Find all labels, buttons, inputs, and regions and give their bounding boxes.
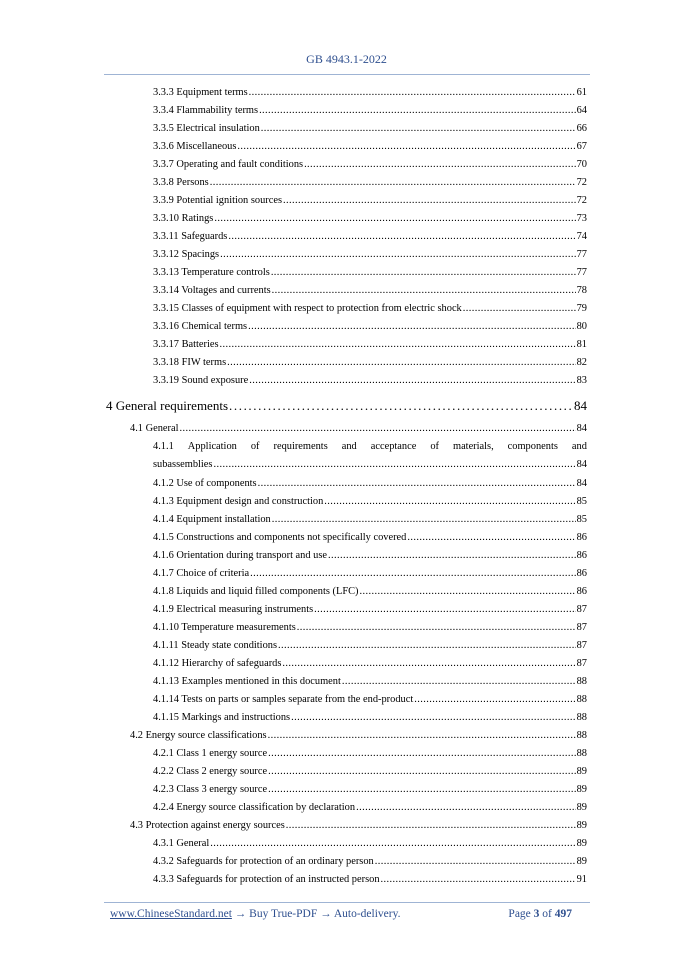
dot-leader <box>268 765 576 778</box>
toc-entry[interactable] <box>153 873 587 886</box>
toc-entry[interactable] <box>153 158 587 171</box>
toc-entry-page: 77 <box>576 267 587 278</box>
toc-entry-title: 4.1.4 Equipment installation <box>153 514 271 525</box>
toc-entry[interactable] <box>153 140 587 153</box>
dot-leader <box>283 194 576 207</box>
toc-entry-page: 73 <box>576 213 587 224</box>
dot-leader <box>229 398 573 414</box>
toc-entry-page: 87 <box>576 658 587 669</box>
toc-entry-page: 88 <box>576 694 587 705</box>
toc-entry[interactable] <box>153 212 587 225</box>
toc-entry-title: 3.3.19 Sound exposure <box>153 375 249 386</box>
dot-leader <box>220 338 576 351</box>
dot-leader <box>314 603 575 616</box>
toc-entry-page: 86 <box>576 532 587 543</box>
toc-entry-title-line1 <box>153 440 587 453</box>
toc-entry[interactable] <box>153 374 587 387</box>
dot-leader <box>271 266 576 279</box>
dot-leader <box>272 513 576 526</box>
toc-entry-title: 4.1.2 Use of components <box>153 478 257 489</box>
toc-entry-title: 4.3.1 General <box>153 838 210 849</box>
toc-entry-title: 4.1.7 Choice of criteria <box>153 568 250 579</box>
dot-leader <box>248 320 576 333</box>
dot-leader <box>272 284 576 297</box>
dot-leader <box>291 711 576 724</box>
dot-leader <box>228 230 575 243</box>
toc-entry-page: 84 <box>576 478 587 489</box>
dot-leader <box>210 837 575 850</box>
toc-entry-title: 4.1.9 Electrical measuring instruments <box>153 604 314 615</box>
toc-entry-title: 4.1 General <box>130 423 179 434</box>
toc-entry[interactable] <box>153 194 587 207</box>
toc-entry[interactable] <box>153 855 587 868</box>
dot-leader <box>381 873 576 886</box>
toc-entry-page: 86 <box>576 550 587 561</box>
toc-entry-title: 3.3.17 Batteries <box>153 339 219 350</box>
toc-entry-title: 3.3.3 Equipment terms <box>153 87 248 98</box>
toc-entry-page: 67 <box>576 141 587 152</box>
page-label: Page <box>508 908 531 920</box>
toc-entry-page: 72 <box>576 177 587 188</box>
toc-entry[interactable] <box>153 693 587 706</box>
toc-entry-word: of <box>250 441 260 452</box>
toc-entry[interactable] <box>153 639 587 652</box>
toc-entry-line2 <box>153 458 587 471</box>
toc-entry-page: 86 <box>576 568 587 579</box>
toc-entry-title: 3.3.16 Chemical terms <box>153 321 248 332</box>
toc-entry[interactable] <box>153 747 587 760</box>
dot-leader <box>213 458 575 471</box>
toc-entry[interactable] <box>153 495 587 508</box>
dot-leader <box>250 567 576 580</box>
dot-leader <box>268 783 576 796</box>
toc-entry-title: 4.1.15 Markings and instructions <box>153 712 291 723</box>
toc-entry-page: 84 <box>576 423 587 434</box>
toc-entry-title: 3.3.10 Ratings <box>153 213 214 224</box>
toc-entry-page: 72 <box>576 195 587 206</box>
dot-leader <box>249 86 576 99</box>
toc-entry-title: 4.2.2 Class 2 energy source <box>153 766 268 777</box>
dot-leader <box>407 531 575 544</box>
toc-entry[interactable] <box>153 266 587 279</box>
toc-entry-word: and <box>341 441 357 452</box>
dot-leader <box>286 819 576 832</box>
page-footer <box>110 908 590 920</box>
toc-entry-word: materials, <box>452 441 494 452</box>
toc-entry-word: 4.1.1 <box>153 441 174 452</box>
page-current: 3 <box>533 908 540 920</box>
toc-entry-page: 85 <box>576 496 587 507</box>
toc-entry-title: 4.1.5 Constructions and components not specifically covered <box>153 532 407 543</box>
dot-leader <box>414 693 575 706</box>
toc-entry-title: 4.1.6 Orientation during transport and use <box>153 550 328 561</box>
toc-entry[interactable] <box>153 567 587 580</box>
dot-leader <box>304 158 576 171</box>
promo-text: → Buy True-PDF → Auto-delivery. <box>234 908 401 920</box>
toc-entry-page: 77 <box>576 249 587 260</box>
toc-entry[interactable] <box>153 104 587 117</box>
toc-entry-title: subassemblies <box>153 459 213 470</box>
toc-entry-page: 85 <box>576 514 587 525</box>
toc-entry[interactable] <box>153 122 587 135</box>
toc-entry-title: 3.3.7 Operating and fault conditions <box>153 159 304 170</box>
toc-entry-title: 3.3.13 Temperature controls <box>153 267 270 278</box>
toc-entry-word: Application <box>187 441 237 452</box>
toc-entry[interactable] <box>153 338 587 351</box>
toc-entry-word: and <box>571 441 587 452</box>
toc-entry-page: 74 <box>576 231 587 242</box>
toc-entry-title: 4.2.1 Class 1 energy source <box>153 748 268 759</box>
page-total: 497 <box>554 908 572 920</box>
toc-entry-title: 4.2 Energy source classifications <box>130 730 267 741</box>
toc-entry-word: requirements <box>273 441 328 452</box>
toc-entry[interactable] <box>153 440 587 471</box>
toc-entry[interactable] <box>153 230 587 243</box>
dot-leader <box>268 747 576 760</box>
toc-entry-page: 89 <box>576 856 587 867</box>
toc-entry-page: 89 <box>576 838 587 849</box>
toc-entry-page: 81 <box>576 339 587 350</box>
toc-entry-title: 4.1.3 Equipment design and construction <box>153 496 324 507</box>
toc-entry[interactable] <box>153 657 587 670</box>
site-link[interactable]: www.ChineseStandard.net <box>110 908 232 920</box>
toc-entry[interactable] <box>130 422 587 435</box>
toc-entry-page: 89 <box>576 766 587 777</box>
toc-entry-word: acceptance <box>370 441 417 452</box>
dot-leader <box>359 585 575 598</box>
dot-leader <box>259 104 576 117</box>
toc-entry-page: 61 <box>576 87 587 98</box>
toc-entry-page: 89 <box>576 784 587 795</box>
dot-leader <box>328 549 576 562</box>
toc-entry-title: 4.1.11 Steady state conditions <box>153 640 277 651</box>
dot-leader <box>227 356 575 369</box>
toc-entry-title: 3.3.8 Persons <box>153 177 209 188</box>
toc-entry[interactable] <box>153 675 587 688</box>
toc-entry[interactable] <box>153 801 587 814</box>
toc-entry-page: 88 <box>576 748 587 759</box>
toc-entry-page: 88 <box>576 676 587 687</box>
toc-entry-title: 3.3.15 Classes of equipment with respect to protection from electric shock <box>153 303 462 314</box>
toc-entry-title: 4.2.3 Class 3 energy source <box>153 784 268 795</box>
toc-entry[interactable] <box>153 302 587 315</box>
toc-entry-title: 3.3.18 FIW terms <box>153 357 227 368</box>
toc-entry[interactable] <box>153 531 587 544</box>
toc-entry-title: 4.3 Protection against energy sources <box>130 820 285 831</box>
toc-entry[interactable] <box>153 86 587 99</box>
header-divider <box>104 74 590 75</box>
toc-entry-title: 4.1.13 Examples mentioned in this document <box>153 676 341 687</box>
dot-leader <box>258 477 576 490</box>
toc-entry-title: 3.3.9 Potential ignition sources <box>153 195 283 206</box>
toc-entry[interactable] <box>153 284 587 297</box>
dot-leader <box>179 422 575 435</box>
toc-entry-title: 4.1.10 Temperature measurements <box>153 622 296 633</box>
dot-leader <box>463 302 576 315</box>
toc-entry-title: 3.3.5 Electrical insulation <box>153 123 260 134</box>
toc-entry-page: 83 <box>576 375 587 386</box>
toc-entry[interactable] <box>130 819 587 832</box>
toc-entry-word: of <box>430 441 439 452</box>
toc-entry-title: 3.3.6 Miscellaneous <box>153 141 237 152</box>
toc-entry-page: 78 <box>576 285 587 296</box>
toc-entry-page: 66 <box>576 123 587 134</box>
dot-leader <box>297 621 576 634</box>
dot-leader <box>342 675 576 688</box>
toc-entry[interactable] <box>153 549 587 562</box>
page-header: GB 4943.1-2022 <box>306 52 387 66</box>
toc-entry-word: components <box>507 441 558 452</box>
toc-entry-title: 4.1.14 Tests on parts or samples separate from the end-product <box>153 694 414 705</box>
dot-leader <box>214 212 575 225</box>
toc-entry-title: 3.3.4 Flammability terms <box>153 105 259 116</box>
toc-chapter-entry[interactable] <box>106 398 587 414</box>
dot-leader <box>356 801 576 814</box>
dot-leader <box>282 657 575 670</box>
toc-entry[interactable] <box>153 320 587 333</box>
toc-entry[interactable] <box>153 603 587 616</box>
dot-leader <box>261 122 576 135</box>
toc-entry[interactable] <box>153 621 587 634</box>
toc-entry-page: 88 <box>576 712 587 723</box>
toc-entry[interactable] <box>153 176 587 189</box>
toc-entry-page: 79 <box>576 303 587 314</box>
toc-entry-title: 4.3.3 Safeguards for protection of an instructed person <box>153 874 380 885</box>
toc-entry-title: 4.2.4 Energy source classification by declaration <box>153 802 356 813</box>
toc-entry-page: 84 <box>574 398 587 413</box>
toc-entry-page: 70 <box>576 159 587 170</box>
toc-entry-title: 4 General requirements <box>106 398 229 413</box>
dot-leader <box>278 639 576 652</box>
toc-entry[interactable] <box>153 783 587 796</box>
dot-leader <box>268 729 576 742</box>
toc-entry-page: 86 <box>576 586 587 597</box>
toc-entry-page: 91 <box>576 874 587 885</box>
dot-leader <box>324 495 575 508</box>
toc-entry-page: 82 <box>576 357 587 368</box>
toc-entry-page: 89 <box>576 802 587 813</box>
toc-entry-title: 3.3.14 Voltages and currents <box>153 285 271 296</box>
toc-entry-page: 64 <box>576 105 587 116</box>
toc-entry-page: 87 <box>576 640 587 651</box>
dot-leader <box>210 176 576 189</box>
toc-entry-page: 80 <box>576 321 587 332</box>
dot-leader <box>237 140 575 153</box>
toc-entry[interactable] <box>153 248 587 261</box>
toc-entry-page: 87 <box>576 604 587 615</box>
toc-entry[interactable] <box>153 477 587 490</box>
toc-entry[interactable] <box>153 585 587 598</box>
toc-entry[interactable] <box>153 837 587 850</box>
toc-entry[interactable] <box>130 729 587 742</box>
toc-entry[interactable] <box>153 513 587 526</box>
toc-entry[interactable] <box>153 765 587 778</box>
toc-entry-title: 3.3.12 Spacings <box>153 249 220 260</box>
toc-entry[interactable] <box>153 356 587 369</box>
dot-leader <box>220 248 576 261</box>
toc-entry-page: 87 <box>576 622 587 633</box>
page-of: of <box>542 908 552 920</box>
toc-entry-page: 84 <box>576 459 587 470</box>
footer-divider <box>104 902 590 903</box>
toc-entry-title: 4.3.2 Safeguards for protection of an ordinary person <box>153 856 374 867</box>
page-counter <box>508 908 572 920</box>
toc-entry-title: 3.3.11 Safeguards <box>153 231 228 242</box>
toc-entry-page: 89 <box>576 820 587 831</box>
dot-leader <box>249 374 575 387</box>
toc-entry-title: 4.1.8 Liquids and liquid filled components (LFC) <box>153 586 359 597</box>
toc-entry-page: 88 <box>576 730 587 741</box>
dot-leader <box>375 855 576 868</box>
toc-entry-title: 4.1.12 Hierarchy of safeguards <box>153 658 282 669</box>
toc-entry[interactable] <box>153 711 587 724</box>
